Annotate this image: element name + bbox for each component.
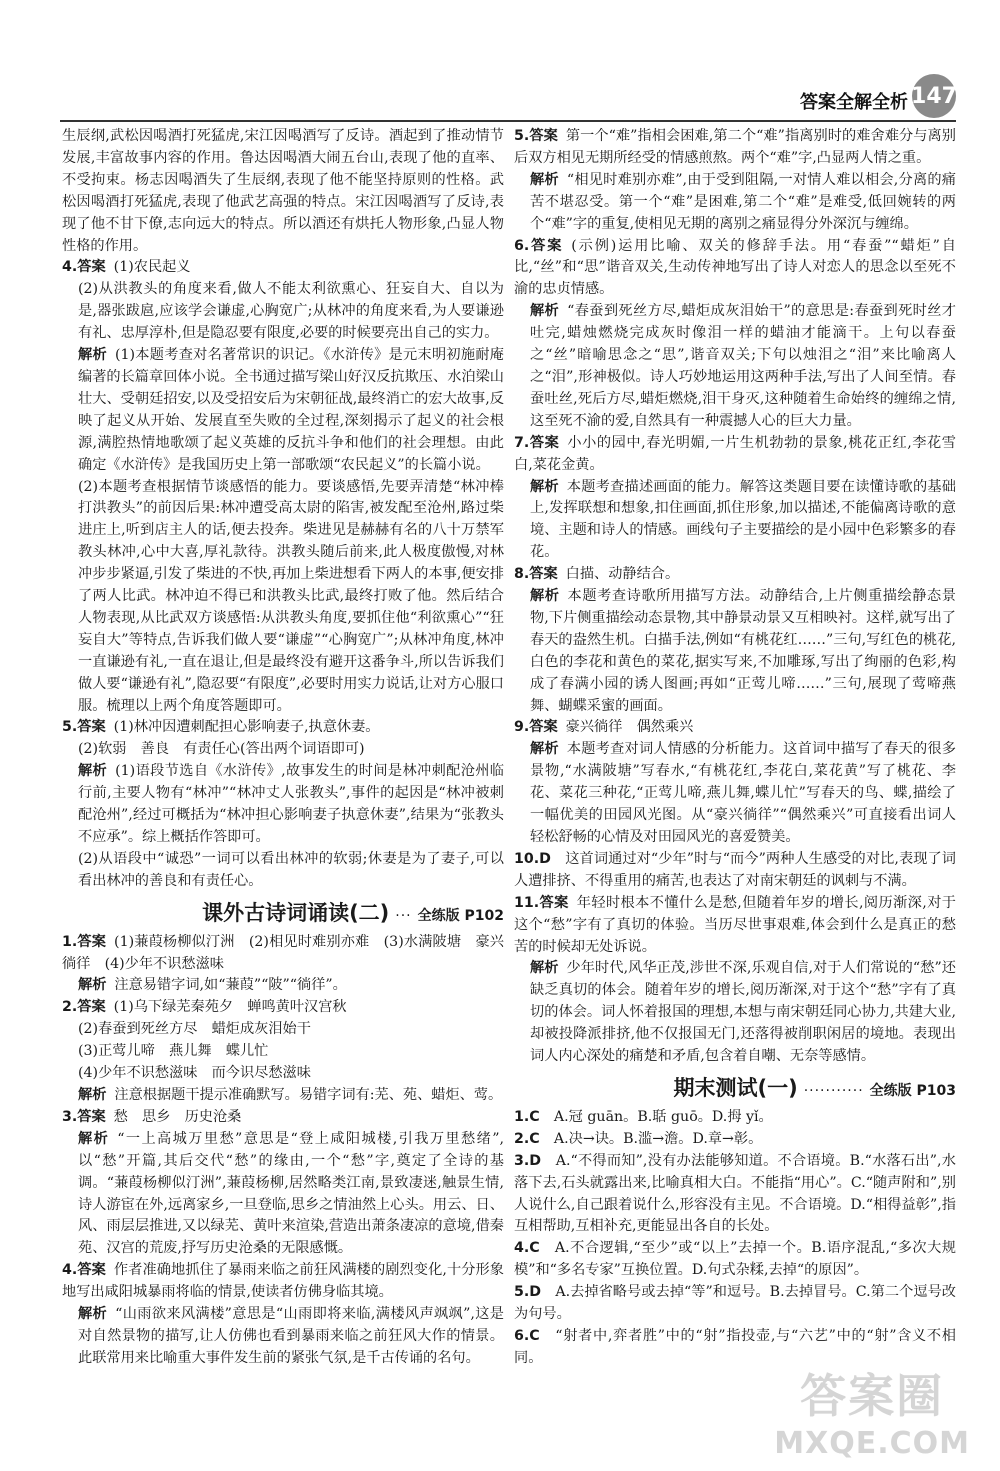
answer-text: (2)春蚕到死丝方尽 蜡炬成灰泪始干	[78, 1021, 311, 1038]
analysis-text: “相见时难别亦难”,由于受到阻隔,一对情人难以相会,分离的痛苦不堪忍受。第一个“难”是困难,第二个“难”是难受,低回婉转的两个“难”字的重复,使相见无期的离别之痛显得分外深沉与缠绵。	[530, 171, 956, 232]
analysis-label: 解析	[530, 303, 560, 320]
section-dots: ···········	[803, 1082, 864, 1099]
poetry-answer-1	[62, 932, 504, 976]
poetry-analysis-4	[62, 1304, 504, 1370]
answer-text: (示例)运用比喻、双关的修辞手法。用“春蚕”“蜡炬”自比,“丝”和“思”谐音双关,生动传神地写出了诗人对恋人的思念以至死不渝的忠贞情感。	[514, 237, 956, 298]
poetry-analysis-3	[62, 1129, 504, 1260]
analysis-text: 注意根据题干提示准确默写。易错字词有:芜、苑、蜡炬、莺。	[114, 1086, 503, 1103]
analysis-label: 解析	[530, 171, 559, 188]
section-heading-final-test	[514, 1075, 956, 1103]
poetry-answer-7	[514, 433, 956, 477]
analysis-text: “一上高城万里愁”意思是“登上咸阳城楼,引我万里愁绪”,以“愁”开篇,其后交代“愁”的缘由,一个“愁”字,奠定了全诗的基调。“蒹葭杨柳似汀洲”,蒹葭杨柳,居然略类江南,景致凄迷,触景生情,诗人游宦在外,远离家乡,一旦登临,思乡之情油然上心头。用云、日、风、雨层层推进,又以绿芜、黄叶来渲染,营造出萧条凄凉的意境,借秦苑、汉宫的荒废,抒写历史沧桑的无限感慨。	[78, 1130, 504, 1257]
answer-label: 答案	[77, 933, 107, 950]
poetry-answer-8	[514, 564, 956, 586]
answer-text: (2)软弱 善良 有责任心(答出两个词语即可)	[78, 741, 365, 758]
test-answer-2	[514, 1129, 956, 1151]
analysis-text: 注意易错字词,如“蒹葭”“陂”“徜徉”。	[114, 977, 347, 994]
question-number: 4.	[62, 1262, 78, 1279]
answer-text: “射者中,弈者胜”中的“射”指投壶,与“六艺”中的“射”含义不相同。	[514, 1327, 956, 1366]
analysis-label: 解析	[78, 347, 107, 364]
question-number: 1.C	[514, 1108, 540, 1125]
answer-label: 答案	[529, 434, 560, 451]
header-title: 答案全解全析	[800, 92, 908, 113]
poetry-analysis-2	[62, 1085, 504, 1107]
section-reference: 全练版 P102	[417, 907, 504, 924]
question-number: 2.	[62, 999, 78, 1016]
answer-label: 答案	[529, 719, 558, 736]
answer-label: 答案	[529, 237, 564, 254]
analysis-5-1	[62, 761, 504, 849]
answer-text: 这首词通过对“少年”时与“而今”两种人生感受的对比,表现了词人遭排挤、不得重用的痛苦,也表达了对南宋朝廷的讽刺与不满。	[514, 850, 956, 889]
poetry-analysis-9	[514, 739, 956, 849]
poetry-answer-11	[514, 893, 956, 959]
analysis-4-1	[62, 345, 504, 476]
question-number: 5.	[62, 719, 78, 736]
analysis-text: (2)从语段中“诚恐”一词可以看出林冲的软弱;休妻是为了妻子,可以看出林冲的善良和有责任心。	[78, 850, 504, 889]
question-number: 6.C	[514, 1327, 540, 1344]
analysis-label: 解析	[78, 1306, 108, 1323]
answer-text: (1)农民起义	[113, 259, 191, 276]
analysis-label: 解析	[530, 741, 559, 758]
right-column	[514, 126, 956, 1370]
section-heading-poetry	[62, 900, 504, 928]
analysis-label: 解析	[78, 1086, 107, 1103]
answer-text: 豪兴徜徉 偶然乘兴	[565, 719, 694, 736]
analysis-label: 解析	[530, 960, 559, 977]
answer-label: 答案	[529, 566, 558, 583]
answer-label: 答案	[77, 719, 106, 736]
answer-text: A.冠 guān。B.聒 guō。D.拇 yǐ。	[553, 1108, 773, 1125]
answer-text: 年轻时根本不懂什么是愁,但随着年岁的增长,阅历渐深,对于这个“愁”字有了真切的体验。当历尽世事艰难,体会到什么是真正的愁苦的时候却无处诉说。	[514, 894, 956, 955]
continued-paragraph: 生辰纲,武松因喝酒打死猛虎,宋江因喝酒写了反诗。酒起到了推动情节发展,丰富故事内容的作用。鲁达因喝酒大闹五台山,表现了他的直率、不受拘束。杨志因喝酒失了生辰纲,表现了他不能坚持原则的性格。武松因喝酒打死猛虎,表现了他武艺高强的特点。宋江因喝酒写了反诗,表现了他不甘下僚,志向远大的特点。所以酒还有烘托人物形象,凸显人物性格的作用。	[62, 128, 504, 254]
answer-text: A.不合逻辑,“至少”或“以上”去掉一个。B.语序混乱,“多次大规模”和“多名专家”互换位置。D.句式杂糅,去掉“的原因”。	[514, 1240, 956, 1279]
poetry-analysis-7	[514, 477, 956, 565]
question-number: 9.	[514, 719, 530, 736]
poetry-answer-3	[62, 1107, 504, 1129]
analysis-text: 本题考查诗歌所用描写方法。动静结合,上片侧重描绘静态景物,下片侧重描绘动态景物,其中静景动景又互相映衬。这样,就写出了春天的盎然生机。白描手法,例如“有桃花红……”三句,写红色的桃花,白色的李花和黄色的菜花,据实写来,不加雕琢,写出了绚丽的色彩,构成了春满小园的诱人图画;再如“正莺儿啼……”三句,展现了莺啼燕舞、蝴蝶采蜜的画面。	[530, 588, 956, 714]
answer-label: 答案	[77, 999, 106, 1016]
header-rule	[60, 120, 956, 122]
answer-5	[62, 717, 504, 739]
answer-text: 作者准确地抓住了暴雨来临之前狂风满楼的剧烈变化,十分形象地写出咸阳城暴雨将临的情景,使读者仿佛身临其境。	[62, 1262, 504, 1301]
analysis-text: “春蚕到死丝方尽,蜡炬成灰泪始干”的意思是:春蚕到死时丝才吐完,蜡烛燃烧完成灰时像泪一样的蜡油才能滴干。上句以春蚕之“丝”暗喻思念之“思”,谐音双关;下句以烛泪之“泪”来比喻离人之“泪”,形神极似。诗人巧妙地运用这两种手法,写出了人间至情。春蚕吐丝,死后方尽,蜡炬燃烧,泪干身灭,这种随着生命始终的缠绵之情,这至死不渝的爱,自然具有一种震撼人心的巨大力量。	[530, 303, 956, 429]
poetry-answer-2	[62, 997, 504, 1019]
poetry-analysis-8	[514, 586, 956, 717]
analysis-text: (2)本题考查根据情节谈感悟的能力。要谈感悟,先要弄清楚“林冲棒打洪教头”的前因后果:林冲遭受高太尉的陷害,被发配至沧州,路过柴进庄上,听到店主人的话,便去投奔。柴进见是赫赫有名的八十万禁军教头林冲,心中大喜,厚礼款待。洪教头随后前来,此人极度傲慢,对林冲步步紧逼,引发了柴进的不快,再加上柴进想看下两人的本事,便安排了两人比武。林冲迫不得已和洪教头比武,最终打败了他。然后结合人物表现,从比武双方谈感悟:从洪教头角度,要抓住他“利欲熏心”“狂妄自大”等特点,告诉我们做人要“谦虚”“心胸宽广”;从林冲角度,林冲一直谦逊有礼,一直在退让,但是最终没有避开这番争斗,所以告诉我们做人要“谦逊有礼”,隐忍要“有限度”,必要时用实力说话,让对方心服口服。梳理以上两个角度答题即可。	[78, 478, 504, 714]
question-number: 3.D	[514, 1152, 542, 1169]
question-number: 8.	[514, 566, 530, 583]
analysis-text: (1)语段节选自《水浒传》,故事发生的时间是林冲刺配沧州临行前,主要人物有“林冲”“林冲丈人张教头”,事件的起因是“林冲被刺配沧州”,经过可概括为“林冲担心影响妻子执意休妻”,结果为“张教头不应承”。综上概括作答即可。	[78, 763, 504, 845]
question-number: 6.	[514, 237, 530, 254]
answer-label: 答案	[529, 128, 558, 144]
question-number: 2.C	[514, 1130, 540, 1147]
page-header	[0, 0, 1000, 120]
section-title: 课外古诗词诵读(二)	[202, 900, 390, 925]
poetry-analysis-5	[514, 170, 956, 236]
answer-text: A.决→诀。B.滥→澹。D.章→彰。	[553, 1130, 763, 1147]
watermark-url: MXQE.COM	[774, 1426, 970, 1461]
section-title: 期末测试(一)	[673, 1075, 798, 1100]
test-answer-3	[514, 1151, 956, 1239]
question-number: 11.	[514, 894, 540, 911]
analysis-text: (1)本题考查对名著常识的识记。《水浒传》是元末明初施耐庵编著的长篇章回体小说。全书通过描写梁山好汉反抗欺压、水泊梁山壮大、受朝廷招安,以及受招安后为宋朝征战,最终消亡的宏大故事,反映了起义从开始、发展直至失败的全过程,深刻揭示了起义的社会根源,满腔热情地歌颂了起义英雄的反抗斗争和他们的社会理想。由此确定《水浒传》是我国历史上第一部歌颂“农民起义”的长篇小说。	[78, 347, 504, 473]
answer-text: 第一个“难”指相会困难,第二个“难”指离别时的难舍难分与离别后双方相见无期所经受的情感煎熬。两个“难”字,凸显两人情之重。	[514, 128, 956, 166]
page-number-badge: 147	[912, 74, 956, 118]
analysis-label: 解析	[78, 977, 107, 994]
analysis-text: 本题考查对词人情感的分析能力。这首词中描写了春天的很多景物,“水满陂塘”写春水,“有桃花红,李花白,菜花黄”写了桃花、李花、菜花三种花,“正莺儿啼,燕儿舞,蝶儿忙”写春天的鸟、蝶,描绘了一幅优美的田园风光图。从“豪兴徜徉”“偶然乘兴”可直接看出词人轻松舒畅的心情及对田园风光的喜爱赞美。	[530, 741, 956, 845]
answer-label: 答案	[77, 259, 106, 276]
analysis-label: 解析	[78, 763, 108, 780]
question-number: 5.D	[514, 1284, 542, 1301]
analysis-text: “山雨欲来风满楼”意思是“山雨即将来临,满楼风声飒飒”,这是对自然景物的描写,让人仿佛也看到暴雨来临之前狂风大作的情景。此联常用来比喻重大事件发生前的紧张气氛,是千古传诵的名句。	[78, 1306, 504, 1366]
poetry-answer-9	[514, 717, 956, 739]
test-answer-5	[514, 1282, 956, 1326]
watermark-text: 答案圈	[800, 1369, 945, 1423]
answer-4	[62, 257, 504, 279]
answer-text: (1)乌下绿芜秦苑夕 蝉鸣黄叶汉宫秋	[113, 999, 347, 1016]
question-number: 4.C	[514, 1240, 540, 1257]
question-number: 1.	[62, 933, 78, 950]
analysis-label: 解析	[530, 588, 560, 605]
analysis-label: 解析	[530, 478, 559, 495]
question-number: 4.	[62, 259, 78, 276]
answer-text: (1)蒹葭杨柳似汀洲 (2)相见时难别亦难 (3)水满陂塘 豪兴徜徉 (4)少年不识愁滋味	[62, 933, 504, 972]
answer-text: (1)林冲因遭刺配担心影响妻子,执意休妻。	[113, 719, 380, 736]
answer-label: 答案	[77, 1262, 106, 1279]
answer-text: (4)少年不识愁滋味 而今识尽愁滋味	[78, 1065, 311, 1082]
answer-label: 答案	[77, 1108, 106, 1125]
answer-text: A.“不得而知”,没有办法能够知道。不合语境。B.“水落石出”,水落下去,石头就露出来,比喻真相大白。不能指“用心”。C.“随声附和”,别人说什么,自己跟着说什么,形容没有主见。不合语境。D.“相得益彰”,指互相帮助,互相补充,更能显出各自的长处。	[514, 1152, 956, 1235]
question-number: 7.	[514, 434, 530, 451]
answer-text: 白描、动静结合。	[565, 566, 680, 583]
answer-text: (2)从洪教头的角度来看,做人不能太利欲熏心、狂妄自大、自以为是,器张跋扈,应该学会谦虚,心胸宽广;从林冲的角度来看,为人要谦逊有礼、忠厚淳朴,但是隐忍要有限度,必要的时候要亮出自己的实力。	[78, 281, 504, 342]
poetry-answer-6	[514, 236, 956, 302]
watermark-logo	[774, 1360, 970, 1461]
poetry-answer-10	[514, 849, 956, 893]
section-reference: 全练版 P103	[869, 1082, 956, 1099]
poetry-analysis-11	[514, 958, 956, 1068]
answer-text: A.去掉省略号或去掉“等”和逗号。B.去掉冒号。C.第二个逗号改为句号。	[514, 1284, 956, 1323]
section-dots: ···	[395, 907, 412, 924]
question-number: 10.D	[514, 850, 551, 867]
analysis-text: 少年时代,风华正茂,涉世不深,乐观自信,对于人们常说的“愁”还缺乏真切的体会。随着年岁的增长,阅历渐深,对于这个“愁”字有了真切的体会。词人怀着报国的理想,本想与南宋朝廷同心协力,共建大业,却被投降派排挤,他不仅报国无门,还落得被削职闲居的境地。表现出词人内心深处的痛楚和矛盾,包含着自嘲、无奈等感情。	[530, 960, 956, 1065]
poetry-answer-4	[62, 1260, 504, 1304]
answer-text: 愁 思乡 历史沧桑	[113, 1108, 242, 1125]
poetry-analysis-1	[62, 975, 504, 997]
poetry-answer-5	[514, 126, 956, 170]
analysis-label: 解析	[78, 1130, 110, 1147]
answer-text: (3)正莺儿啼 燕儿舞 蝶儿忙	[78, 1043, 269, 1060]
question-number: 5.	[514, 128, 530, 144]
test-answer-4	[514, 1238, 956, 1282]
analysis-text: 本题考查描述画面的能力。解答这类题目要在读懂诗歌的基础上,发挥联想和想象,扣住画面,抓住形象,加以描述,不能偏离诗歌的意境、主题和诗人的情感。画线句子主要描绘的是小园中色彩繁多的春花。	[530, 478, 956, 561]
question-number: 3.	[62, 1108, 78, 1125]
poetry-analysis-6	[514, 301, 956, 432]
answer-text: 小小的园中,春光明媚,一片生机勃勃的景象,桃花正红,李花雪白,菜花金黄。	[514, 434, 956, 473]
answer-label: 答案	[539, 894, 569, 911]
left-column	[62, 126, 504, 1370]
test-answer-1	[514, 1107, 956, 1129]
